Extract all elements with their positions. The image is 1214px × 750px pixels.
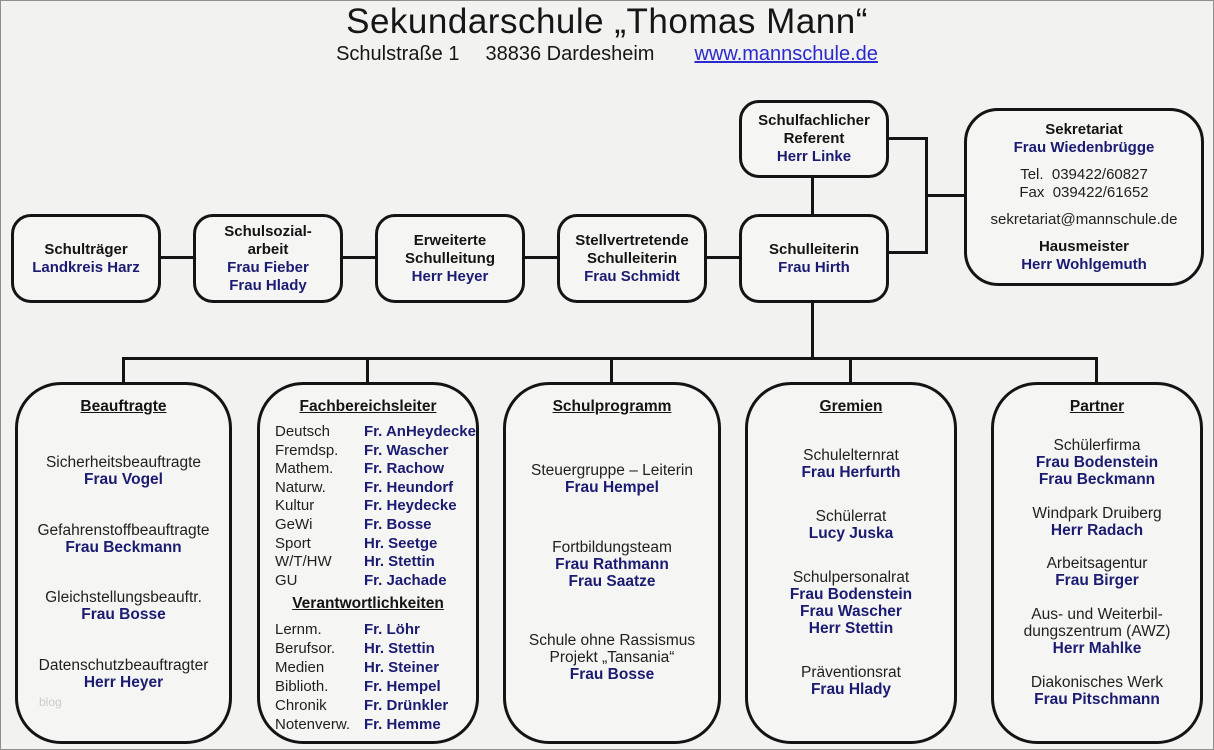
connector-line [889, 137, 928, 140]
connector-line [707, 256, 739, 259]
entry-names: Frau Bodenstein Frau Wascher Herr Stettin [789, 586, 913, 637]
column-partner [991, 382, 1203, 744]
column-gremien [745, 382, 957, 744]
entry [998, 555, 1196, 589]
entry-names: Frau Pitschmann [1034, 691, 1160, 709]
entry-names: Frau Hempel [565, 479, 659, 497]
entry-names: Frau Vogel [84, 470, 163, 488]
entry-role: Sicherheitsbeauftragte [45, 453, 202, 471]
fax-number: Fax 039422/61652 [1019, 183, 1149, 201]
entry-role: Fortbildungsteam [552, 538, 672, 556]
person-name: Landkreis Harz [32, 258, 140, 276]
subject-label: W/T/HW [275, 553, 332, 571]
node-title: Schulträger [44, 240, 128, 258]
assignment-row [275, 423, 476, 442]
node-schulleiterin [739, 214, 889, 303]
person-name: Hr. Stettin [364, 640, 435, 658]
assignment-row [275, 460, 476, 479]
entry-names: Herr Radach [1050, 521, 1144, 539]
node-title: Hausmeister [1038, 237, 1130, 255]
node-schulsozialarbeit [193, 214, 343, 303]
subject-label: Lernm. [275, 621, 322, 639]
connector-line [849, 357, 852, 382]
entry-names: Frau Birger [1055, 572, 1139, 590]
entry [752, 569, 950, 637]
subject-label: Sport [275, 534, 311, 552]
subject-label: Fremdsp. [275, 441, 339, 459]
subject-label: Naturw. [275, 478, 326, 496]
assignment-row [275, 658, 476, 677]
person-name: Fr. Wascher [364, 441, 449, 459]
subject-label: Chronik [275, 697, 327, 715]
entry [998, 606, 1196, 657]
assignment-table [260, 613, 476, 734]
node-schulfachlicher-referent [739, 100, 889, 178]
person-name: Fr. Löhr [364, 621, 420, 639]
column-title: Schulprogramm [552, 398, 672, 415]
entry-names: Frau Bodenstein Frau Beckmann [1035, 453, 1159, 488]
connector-line [811, 303, 814, 358]
entry-list [18, 416, 229, 741]
connector-line [161, 256, 193, 259]
assignment-row [275, 442, 476, 461]
school-address-line [1, 42, 1213, 66]
entry [510, 462, 714, 496]
assignment-row [275, 715, 476, 734]
entry-role: Gefahrenstoffbeauftragte [37, 521, 210, 539]
entry-role: Schülerrat [815, 508, 887, 525]
node-title: arbeit [247, 240, 289, 258]
assignment-row [275, 696, 476, 715]
node-title: Erweiterte [413, 231, 487, 249]
column-title: Beauftragte [80, 398, 167, 415]
entry-role: Aus- und Weiterbil- dungszentrum (AWZ) [1023, 606, 1171, 641]
node-title: Schulfachlicher [758, 112, 870, 129]
entry-role: Gleichstellungsbeauftr. [45, 589, 202, 607]
entry-names: Frau Hlady [810, 681, 892, 698]
entry-role: Datenschutzbeauftragter [38, 657, 209, 675]
person-name: Fr. Heydecke [364, 497, 457, 515]
person-name: Fr. Bosse [364, 515, 432, 533]
person-name: Fr. Jachade [364, 571, 447, 589]
entry-role: Steuergruppe – Leiterin [530, 462, 693, 480]
entry [22, 522, 225, 556]
entry-role: Arbeitsagentur [1046, 555, 1148, 573]
entry-role: Diakonisches Werk [1030, 674, 1164, 692]
person-name: Frau Hirth [778, 258, 850, 276]
connector-line [610, 357, 613, 382]
node-title: Stellvertretende [575, 231, 689, 249]
person-name: Herr Heyer [411, 267, 489, 285]
subject-label: Berufsor. [275, 640, 336, 658]
entry [22, 454, 225, 488]
address-city: 38836 Dardesheim [485, 43, 655, 65]
node-stellvertretende-schulleiterin [557, 214, 707, 303]
person-name: Fr. Heundorf [364, 478, 454, 496]
entry [752, 508, 950, 542]
connector-line [525, 256, 557, 259]
node-schultraeger [11, 214, 161, 303]
assignment-row [275, 553, 476, 572]
assignment-row [275, 572, 476, 591]
person-name: Frau Fieber [227, 258, 309, 276]
node-title: Sekretariat [1045, 120, 1123, 138]
entry-list [748, 416, 954, 741]
connector-line [925, 194, 964, 197]
person-name: Frau Schmidt [584, 267, 680, 285]
subject-label: Biblioth. [275, 678, 329, 696]
entry [998, 674, 1196, 708]
entry-names: Frau Rathmann Frau Saatze [555, 555, 669, 590]
node-title: Schulleiterin [586, 249, 678, 267]
connector-line [122, 357, 125, 382]
phone-number: Tel. 039422/60827 [1020, 165, 1148, 183]
person-name: Herr Wohlgemuth [1021, 255, 1147, 273]
person-name: Herr Linke [776, 148, 852, 165]
node-title: Schulsozial- [224, 222, 312, 240]
assignment-row [275, 639, 476, 658]
assignment-row [275, 535, 476, 554]
entry [22, 589, 225, 623]
entry-role: Präventionsrat [801, 664, 901, 681]
person-name: Fr. Hempel [364, 678, 441, 696]
page-header [1, 1, 1213, 66]
person-name: Frau Hlady [229, 276, 307, 294]
node-sekretariat [964, 108, 1204, 286]
entry-role: Schule ohne Rassismus Projekt „Tansania“ [528, 631, 696, 666]
school-website-link[interactable]: www.mannschule.de [694, 43, 878, 65]
column-subtitle: Verantwortlichkeiten [292, 595, 444, 613]
assignment-row [275, 677, 476, 696]
connector-line [343, 256, 375, 259]
subject-label: GeWi [275, 515, 313, 533]
entry [998, 437, 1196, 488]
address-street: Schulstraße 1 [336, 43, 460, 65]
subject-label: Deutsch [275, 423, 331, 440]
entry [510, 539, 714, 590]
entry [752, 447, 950, 481]
node-erweiterte-schulleitung [375, 214, 525, 303]
person-name: Hr. Stettin [364, 553, 435, 571]
subject-label: Kultur [275, 497, 315, 515]
person-name: Fr. AnHeydecke [364, 423, 476, 440]
entry-list [994, 416, 1200, 741]
entry-names: Herr Mahlke [1052, 640, 1142, 658]
entry-names: Herr Heyer [83, 674, 164, 692]
entry-role: Windpark Druiberg [1032, 504, 1162, 522]
entry-role: Schulelternrat [803, 447, 899, 464]
entry-names: Frau Bosse [569, 665, 655, 683]
entry [510, 632, 714, 683]
person-name: Fr. Hemme [364, 716, 441, 734]
person-name: Frau Wiedenbrügge [1013, 138, 1155, 156]
subject-label: Notenverw. [275, 716, 351, 734]
connector-line [811, 178, 814, 214]
connector-line [889, 251, 925, 254]
column-title: Gremien [819, 398, 883, 415]
assignment-table [260, 416, 476, 590]
entry [998, 505, 1196, 539]
person-name: Fr. Rachow [364, 460, 445, 478]
entry-names: Lucy Juska [808, 525, 894, 542]
column-schulprogramm [503, 382, 721, 744]
node-title: Schulleitung [405, 249, 495, 267]
column-beauftragte [15, 382, 232, 744]
assignment-row [275, 497, 476, 516]
subject-label: Mathem. [275, 460, 334, 478]
entry-names: Frau Bosse [81, 606, 166, 624]
assignment-row [275, 516, 476, 535]
connector-line [1095, 357, 1098, 382]
node-title: Referent [783, 130, 845, 147]
person-name: Hr. Seetge [364, 534, 438, 552]
entry-role: Schulpersonalrat [792, 569, 910, 586]
entry-names: Frau Beckmann [65, 538, 182, 556]
node-title: Schulleiterin [768, 240, 860, 258]
entry-role: Schülerfirma [1053, 436, 1141, 454]
email-address: sekretariat@mannschule.de [990, 210, 1178, 228]
column-title: Partner [1069, 398, 1125, 415]
person-name: Hr. Steiner [364, 659, 440, 677]
assignment-row [275, 620, 476, 639]
entry-list [506, 416, 718, 741]
entry-names: Frau Herfurth [801, 464, 901, 481]
column-fachbereichsleiter [257, 382, 479, 744]
watermark: blog [39, 695, 62, 709]
subject-label: Medien [275, 659, 325, 677]
entry [22, 657, 225, 691]
subject-label: GU [275, 571, 298, 589]
connector-line [366, 357, 369, 382]
column-title: Fachbereichsleiter [299, 398, 437, 415]
school-title: Sekundarschule „Thomas Mann“ [346, 2, 868, 41]
assignment-row [275, 479, 476, 498]
entry [752, 664, 950, 698]
person-name: Fr. Drünkler [364, 697, 449, 715]
